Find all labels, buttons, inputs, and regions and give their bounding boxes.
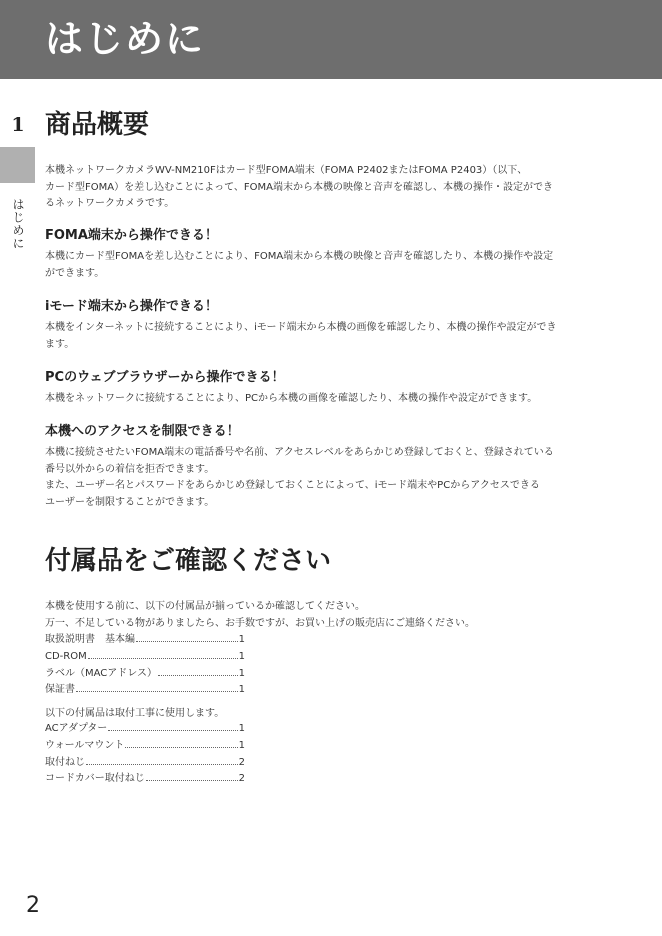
- feature-text-foma: [45, 249, 620, 282]
- text-line: 本機をインターネットに接続することにより、iモード端末から本機の画像を確認したり、本機の操作や設定ができ: [45, 322, 557, 333]
- leader-dots: [76, 690, 238, 692]
- item-quantity: 1: [238, 723, 245, 734]
- feature-heading-foma: FOMA端末から操作できる！: [45, 228, 218, 243]
- feature-heading-imode: iモード端末から操作できる！: [45, 299, 218, 314]
- feature-heading-pc: PCのウェブブラウザーから操作できる！: [45, 370, 285, 385]
- section-heading-accessories: 付属品をご確認ください: [45, 546, 332, 576]
- install-accessory-list: [45, 721, 245, 788]
- chapter-number: 1: [11, 114, 25, 136]
- page-number: 2: [26, 893, 40, 918]
- item-quantity: 2: [238, 773, 245, 785]
- list-item: [45, 755, 245, 772]
- chapter-tab-marker: [0, 147, 35, 183]
- list-item: [45, 649, 245, 666]
- feature-text-imode: [45, 320, 620, 353]
- leader-dots: [136, 640, 238, 642]
- list-item: [45, 666, 245, 683]
- text-line: 本機を使用する前に、以下の付属品が揃っているか確認してください。: [45, 601, 365, 612]
- list-item: [45, 682, 245, 699]
- item-name: ラベル（MACアドレス）: [45, 667, 157, 679]
- item-name: 取付ねじ: [45, 756, 85, 768]
- list-item: [45, 632, 245, 649]
- text-line: 本機にカード型FOMAを差し込むことにより、FOMA端末から本機の映像と音声を確認したり、本機の操作や設定: [45, 251, 554, 262]
- item-quantity: 1: [238, 650, 245, 662]
- item-name: ACアダプター: [45, 723, 108, 734]
- feature-text-access: [45, 445, 620, 511]
- leader-dots: [146, 779, 238, 781]
- page-title: はじめに: [45, 17, 206, 61]
- list-item: [45, 771, 245, 788]
- leader-dots: [125, 746, 237, 748]
- text-line: 以下の付属品は取付工事に使用します。: [45, 708, 225, 719]
- item-quantity: 1: [238, 684, 245, 696]
- leader-dots: [86, 763, 238, 765]
- leader-dots: [88, 657, 238, 659]
- text-line: ができます。: [45, 267, 105, 279]
- section-heading-overview: 商品概要: [45, 110, 150, 140]
- item-quantity: 1: [238, 739, 245, 751]
- feature-text-pc: [45, 391, 620, 408]
- text-line: ます。: [45, 338, 75, 350]
- item-name: ウォールマウント: [45, 739, 125, 751]
- list-item: [45, 738, 245, 755]
- leader-dots: [158, 674, 238, 676]
- text-line: ユーザーを制限することができます。: [45, 496, 215, 508]
- item-quantity: 2: [238, 756, 245, 768]
- leader-dots: [108, 729, 237, 731]
- item-quantity: 1: [238, 667, 245, 679]
- feature-heading-access: 本機へのアクセスを制限できる！: [45, 424, 240, 439]
- text-line: 本機に接続させたいFOMA端末の電話番号や名前、アクセスレベルをあらかじめ登録しておくと、登録されている: [45, 447, 554, 458]
- accessory-list: [45, 632, 245, 699]
- text-line: また、ユーザー名とパスワードをあらかじめ登録しておくことによって、iモード端末やPCからアクセスできる: [45, 480, 540, 491]
- text-line: るネットワークカメラです。: [45, 198, 175, 209]
- item-name: 保証書: [45, 684, 75, 696]
- text-line: 万一、不足している物がありましたら、お手数ですが、お買い上げの販売店にご連絡ください。: [45, 617, 475, 629]
- overview-intro: [45, 163, 620, 213]
- list-item: [45, 721, 245, 738]
- text-line: 番号以外からの着信を拒否できます。: [45, 463, 215, 475]
- item-name: 取扱説明書 基本編: [45, 634, 135, 645]
- text-line: カード型FOMA）を差し込むことによって、FOMA端末から本機の映像と音声を確認し、本機の操作・設定ができ: [45, 181, 553, 193]
- item-name: コードカバー取付ねじ: [45, 773, 145, 785]
- item-quantity: 1: [238, 634, 245, 645]
- chapter-tab-label: はじめに: [11, 198, 25, 250]
- text-line: 本機をネットワークに接続することにより、PCから本機の画像を確認したり、本機の操作や設定ができます。: [45, 393, 538, 404]
- text-line: 本機ネットワークカメラWV-NM210Fはカード型FOMA端末（FOMA P2402またはFOMA P2403）（以下、: [45, 165, 528, 176]
- accessories-intro: [45, 599, 620, 632]
- item-name: CD-ROM: [45, 650, 87, 662]
